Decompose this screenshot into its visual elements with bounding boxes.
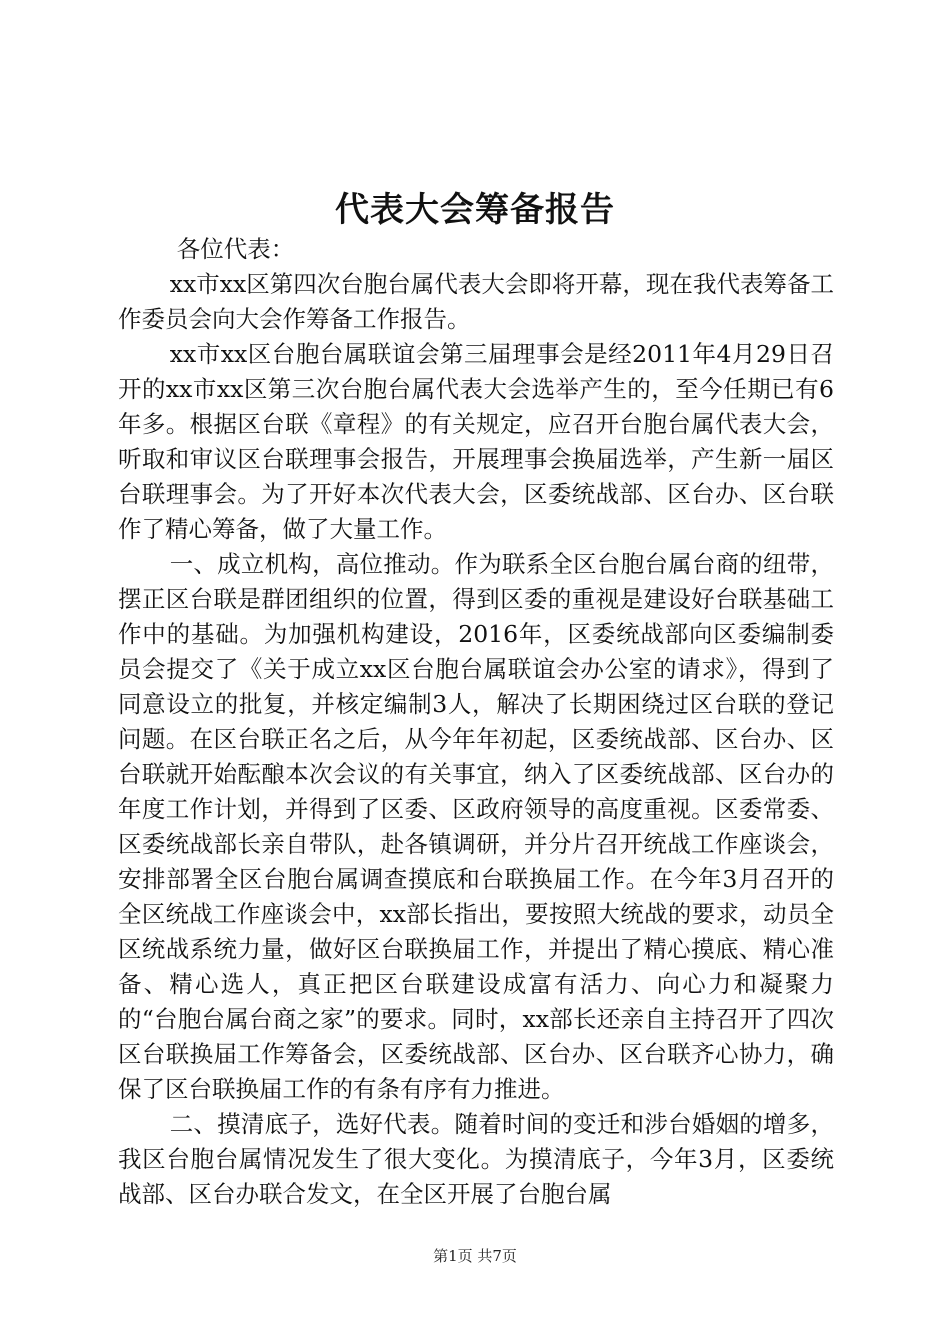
paragraph: 二、摸清底子，选好代表。随着时间的变迁和涉台婚姻的增多，我区台胞台属情况发生了很大变化。为摸清底子，今年3月，区委统战部、区台办联合发文，在全区开展了台胞台属 [118,1110,834,1208]
document-body [118,232,834,1212]
salutation: 各位代表： [176,235,295,263]
paragraph: xx市xx区第四次台胞台属代表大会即将开幕，现在我代表筹备工作委员会向大会作筹备工作报告。 [118,270,834,333]
paragraph: 一、成立机构，高位推动。作为联系全区台胞台属台商的纽带，摆正区台联是群团组织的位置，得到区委的重视是建设好台联基础工作中的基础。为加强机构建设，2016年，区委统战部向区委编制委员会提交了《关于成立xx区台胞台属联谊会办公室的请求》，得到了同意设立的批复，并核定编制3人，解决了长期困绕过区台联的登记问题。在区台联正名之后，从今年年初起，区委统战部、区台办、区台联就开始酝酿本次会议的有关事宜，纳入了区委统战部、区台办的年度工作计划，并得到了区委、区政府领导的高度重视。区委常委、区委统战部长亲自带队，赴各镇调研，并分片召开统战工作座谈会，安排部署全区台胞台属调查摸底和台联换届工作。在今年3月召开的全区统战工作座谈会中，xx部长指出，要按照大统战的要求，动员全区统战系统力量，做好区台联换届工作，并提出了精心摸底、精心准备、精心选人，真正把区台联建设成富有活力、向心力和凝聚力的“台胞台属台商之家”的要求。同时，xx部长还亲自主持召开了四次区台联换届工作筹备会，区委统战部、区台办、区台联齐心协力，确保了区台联换届工作的有条有序有力推进。 [118,550,834,1103]
page-number-footer: 第1页 共7页 [433,1247,517,1265]
document-title: 代表大会筹备报告 [335,190,615,230]
paragraph: xx市xx区台胞台属联谊会第三届理事会是经2011年4月29日召开的xx市xx区第三次台胞台属代表大会选举产生的，至今任期已有6年多。根据区台联《章程》的有关规定，应召开台胞台属代表大会，听取和审议区台联理事会报告，开展理事会换届选举，产生新一届区台联理事会。为了开好本次代表大会，区委统战部、区台办、区台联作了精心筹备，做了大量工作。 [118,340,834,543]
